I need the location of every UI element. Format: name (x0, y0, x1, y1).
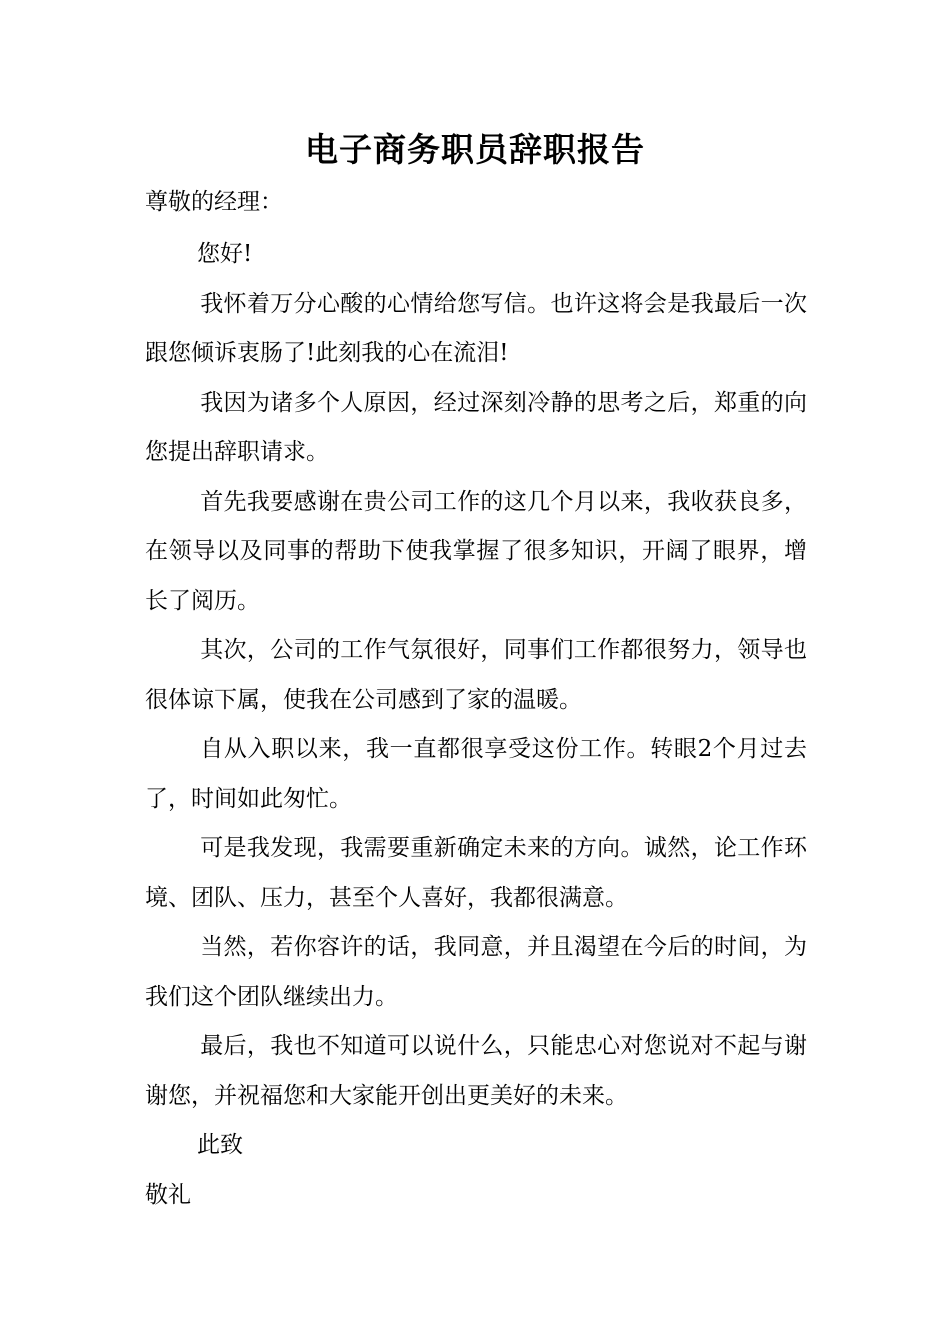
page-title: 电子商务职员辞职报告 (305, 130, 645, 169)
greeting: 您好! (197, 241, 253, 267)
regards: 敬礼 (145, 1181, 191, 1208)
paragraph-5: 自从入职以来，我一直都很享受这份工作。转眼2个月过去了，时间如此匆忙。 (145, 736, 807, 812)
paragraph-6: 可是我发现，我需要重新确定未来的方向。诚然，论工作环境、团队、压力，甚至个人喜好，我都很满意。 (145, 835, 807, 911)
closing: 此致 (197, 1132, 243, 1158)
letter-body (145, 230, 807, 1220)
paragraph-2: 我因为诸多个人原因，经过深刻冷静的思考之后，郑重的向您提出辞职请求。 (145, 389, 807, 465)
paragraph-3: 首先我要感谢在贵公司工作的这几个月以来，我收获良多，在领导以及同事的帮助下使我掌握了很多知识，开阔了眼界，增长了阅历。 (145, 488, 807, 614)
paragraph-8: 最后，我也不知道可以说什么，只能忠心对您说对不起与谢谢您，并祝福您和大家能开创出更美好的未来。 (145, 1033, 807, 1109)
paragraph-7: 当然，若你容许的话，我同意，并且渴望在今后的时间，为我们这个团队继续出力。 (145, 934, 807, 1010)
paragraph-1: 我怀着万分心酸的心情给您写信。也许这将会是我最后一次跟您倾诉衷肠了!此刻我的心在流泪! (145, 290, 807, 366)
paragraph-4: 其次，公司的工作气氛很好，同事们工作都很努力，领导也很体谅下属，使我在公司感到了家的温暖。 (145, 637, 807, 713)
salutation: 尊敬的经理： (145, 189, 283, 215)
